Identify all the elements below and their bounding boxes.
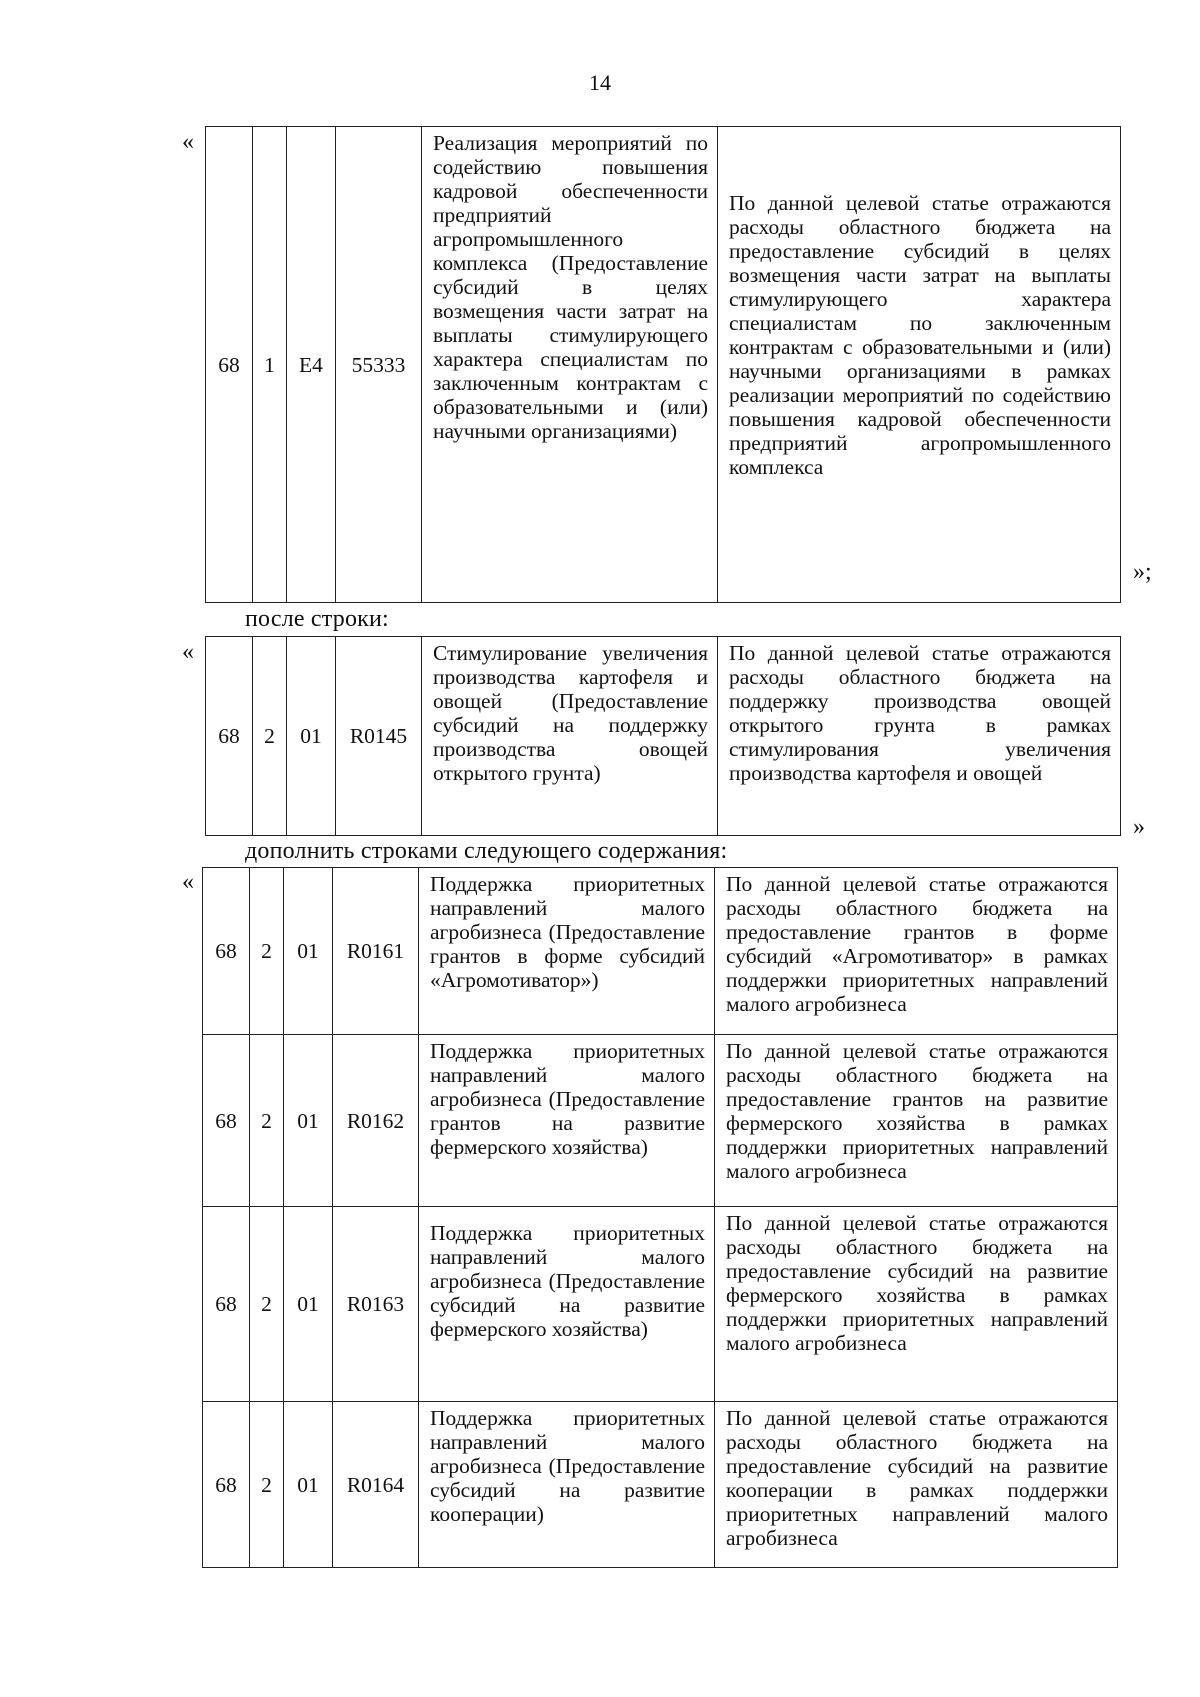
caption-after-row: после строки:	[245, 606, 389, 632]
explanation-text: По данной целевой статье отражаются расходы областного бюджета на предоставление грантов в форме субсидий «Агромотиватор» в рамках поддержки приоритетных направлений малого агробизнеса	[726, 872, 1108, 1016]
code-cell: R0163	[333, 1207, 419, 1402]
open-quote: «	[182, 869, 194, 895]
description-cell	[419, 1402, 715, 1568]
close-quote: »;	[1133, 559, 1152, 585]
code-cell: 55333	[336, 127, 422, 603]
description-cell	[419, 1207, 715, 1402]
table-row	[203, 1035, 1118, 1207]
code-cell: 68	[203, 1035, 250, 1207]
code-cell: 01	[287, 637, 336, 836]
close-quote: »	[1133, 814, 1145, 840]
table-row	[203, 868, 1118, 1035]
explanation-cell	[715, 1035, 1118, 1207]
open-quote: «	[182, 129, 194, 155]
budget-code-table-1	[205, 126, 1121, 603]
code-cell: R0145	[336, 637, 422, 836]
code-cell: 01	[284, 1402, 333, 1568]
description-text: Поддержка приоритетных направлений малого агробизнеса (Предоставление грантов на развитие фермерского хозяйства)	[430, 1039, 705, 1159]
code-cell: 68	[203, 1207, 250, 1402]
description-text: Поддержка приоритетных направлений малого агробизнеса (Предоставление субсидий на развитие кооперации)	[430, 1406, 705, 1526]
code-cell: 01	[284, 1207, 333, 1402]
code-cell: 2	[250, 868, 284, 1035]
code-cell: 68	[206, 637, 253, 836]
explanation-cell	[718, 637, 1121, 836]
explanation-text: По данной целевой статье отражаются расходы областного бюджета на предоставление субсидий на развитие фермерского хозяйства в рамках поддержки приоритетных направлений малого агробизнеса	[726, 1211, 1108, 1355]
code-cell: 68	[206, 127, 253, 603]
budget-code-table-2	[205, 636, 1121, 836]
description-cell	[419, 1035, 715, 1207]
code-cell: 2	[250, 1207, 284, 1402]
description-text: Поддержка приоритетных направлений малого агробизнеса (Предоставление грантов в форме субсидий «Агромотиватор»)	[430, 872, 705, 992]
code-cell: 68	[203, 1402, 250, 1568]
budget-code-table-3	[202, 867, 1118, 1568]
explanation-text: По данной целевой статье отражаются расходы областного бюджета на предоставление грантов на развитие фермерского хозяйства в рамках поддержки приоритетных направлений малого агробизнеса	[726, 1039, 1108, 1183]
code-cell: Е4	[287, 127, 336, 603]
code-cell: R0164	[333, 1402, 419, 1568]
explanation-text: По данной целевой статье отражаются расходы областного бюджета на предоставление субсидий на развитие кооперации в рамках поддержки приоритетных направлений малого агробизнеса	[726, 1406, 1108, 1550]
description-cell	[419, 868, 715, 1035]
table-row	[206, 637, 1121, 836]
explanation-text: По данной целевой статье отражаются расходы областного бюджета на предоставление субсидий в целях возмещения части затрат на выплаты стимулирующего характера специалистам по заключенным контрактам с образовательными и (или) научными организациями в рамках реализации мероприятий по содействию повышения кадровой обеспеченности предприятий агропромышленного комплекса	[729, 191, 1111, 479]
caption-add-rows: дополнить строками следующего содержания:	[245, 838, 728, 864]
explanation-text: По данной целевой статье отражаются расходы областного бюджета на поддержку производства овощей открытого грунта в рамках стимулирования увеличения производства картофеля и овощей	[729, 641, 1111, 785]
description-cell	[422, 637, 718, 836]
explanation-cell	[715, 868, 1118, 1035]
description-text: Реализация мероприятий по содействию повышения кадровой обеспеченности предприятий агропромышленного комплекса (Предоставление субсидий в целях возмещения части затрат на выплаты стимулирующего характера специалистам по заключенным контрактам с образовательными и (или) научными организациями)	[433, 131, 708, 443]
explanation-cell	[718, 127, 1121, 603]
explanation-cell	[715, 1207, 1118, 1402]
code-cell: 1	[253, 127, 287, 603]
page-number: 14	[589, 70, 611, 95]
explanation-cell	[715, 1402, 1118, 1568]
code-cell: 2	[250, 1035, 284, 1207]
code-cell: R0162	[333, 1035, 419, 1207]
table-row	[203, 1207, 1118, 1402]
description-text: Поддержка приоритетных направлений малого агробизнеса (Предоставление субсидий на развитие фермерского хозяйства)	[430, 1221, 705, 1341]
description-cell	[422, 127, 718, 603]
code-cell: 01	[284, 868, 333, 1035]
code-cell: 2	[253, 637, 287, 836]
open-quote: «	[182, 639, 194, 665]
description-text: Стимулирование увеличения производства картофеля и овощей (Предоставление субсидий на поддержку производства овощей открытого грунта)	[433, 641, 708, 785]
table-row	[203, 1402, 1118, 1568]
code-cell: 2	[250, 1402, 284, 1568]
code-cell: 68	[203, 868, 250, 1035]
table-row	[206, 127, 1121, 603]
code-cell: 01	[284, 1035, 333, 1207]
code-cell: R0161	[333, 868, 419, 1035]
